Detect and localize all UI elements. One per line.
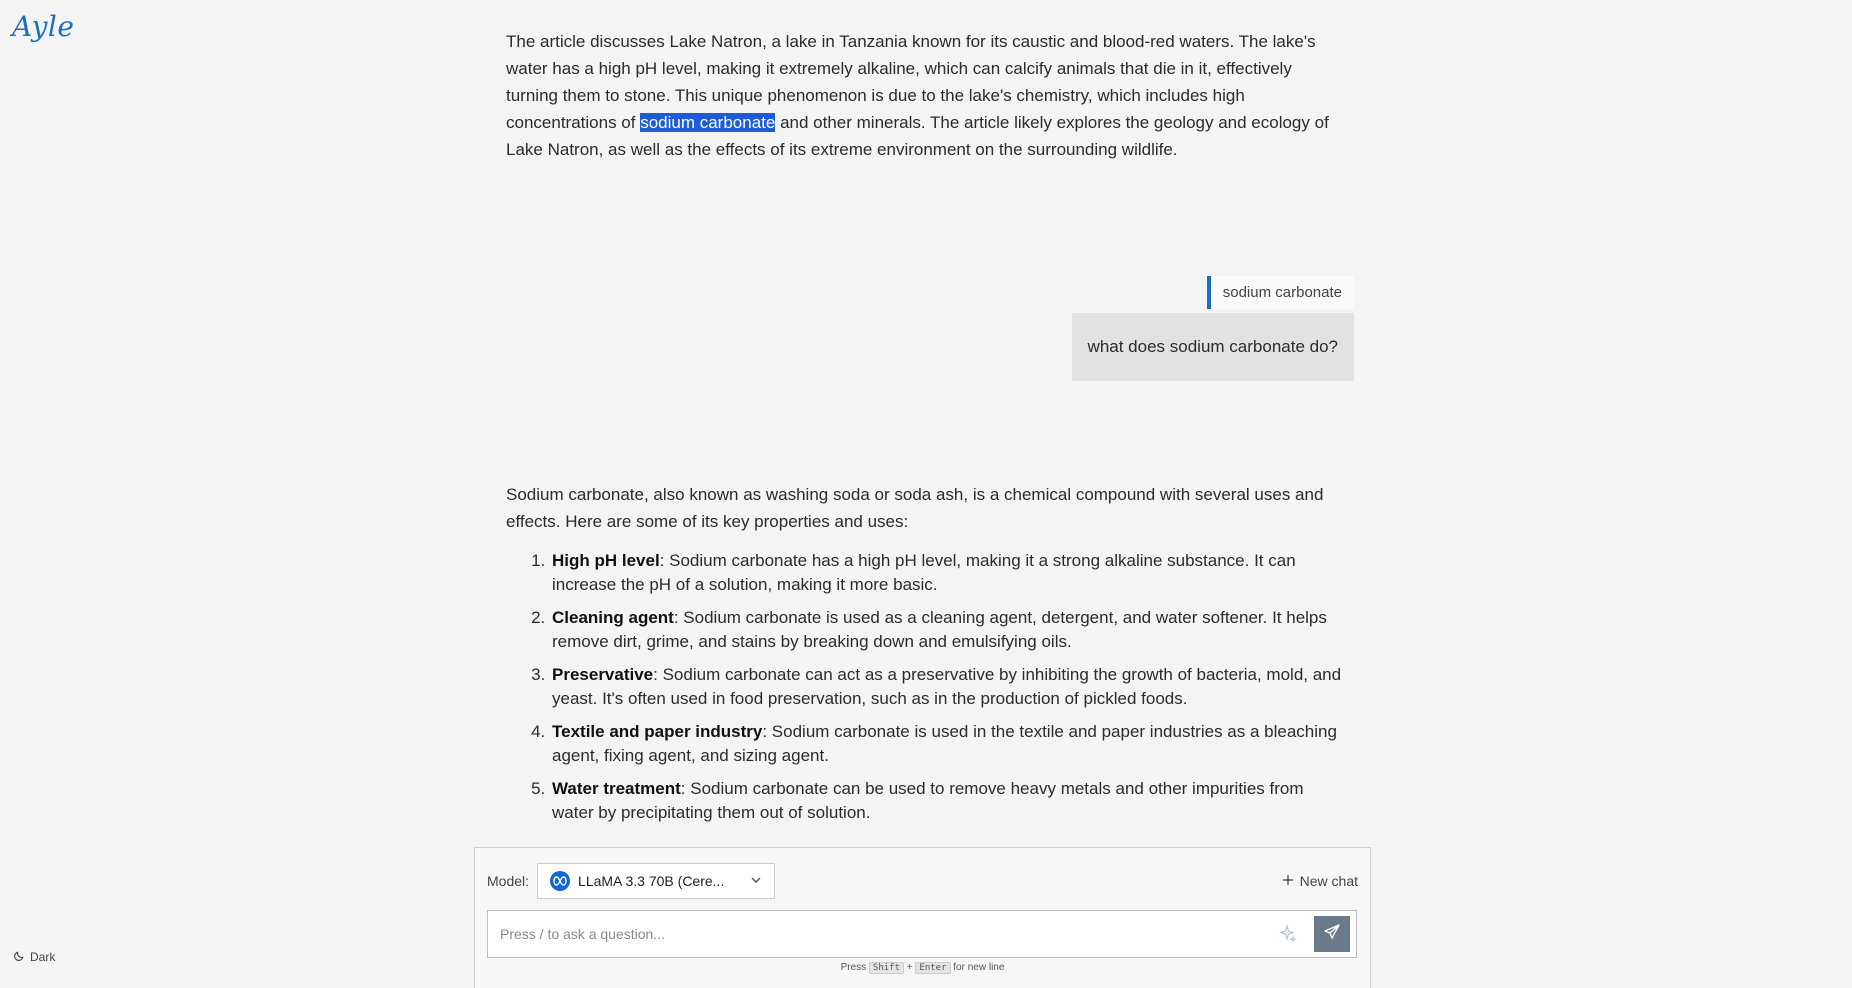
list-item-text: : Sodium carbonate is used in the textile and paper industries as a bleaching agent, fixing agent, and sizing agent.: [552, 722, 1337, 765]
model-select-dropdown[interactable]: [537, 863, 775, 899]
new-chat-button[interactable]: [1282, 873, 1358, 889]
quoted-selection: sodium carbonate: [1207, 276, 1354, 309]
context-paragraph: [506, 28, 1336, 163]
send-button[interactable]: [1314, 916, 1350, 952]
shift-key: Shift: [869, 962, 904, 974]
sparkle-icon[interactable]: [1276, 922, 1300, 946]
selected-text-highlight: sodium carbonate: [640, 113, 776, 132]
chat-composer: [474, 847, 1371, 988]
answer-list: [506, 549, 1346, 825]
list-item-title: Textile and paper industry: [552, 722, 763, 741]
list-item: [550, 663, 1346, 711]
moon-icon: [14, 950, 25, 964]
plus-icon: [1282, 873, 1294, 889]
list-item-title: Water treatment: [552, 779, 681, 798]
question-input[interactable]: [488, 925, 1276, 943]
hint-suffix-text: for new line: [953, 962, 1005, 973]
list-item-text: : Sodium carbonate is used as a cleaning agent, detergent, and water softener. It helps remove dirt, grime, and stains by breaking down and emulsifying oils.: [552, 608, 1327, 651]
send-icon: [1323, 923, 1341, 946]
meta-logo-icon: [550, 871, 570, 891]
user-message-block: [1072, 276, 1354, 381]
model-name: LLaMA 3.3 70B (Cere...: [578, 873, 725, 889]
list-item-title: High pH level: [552, 551, 660, 570]
theme-toggle-label: Dark: [30, 950, 56, 964]
list-item: [550, 720, 1346, 768]
hint-plus: +: [906, 962, 913, 973]
list-item-text: : Sodium carbonate can act as a preservative by inhibiting the growth of bacteria, mold, and yeast. It's often used in food preservation, such as in the production of pickled foods.: [552, 665, 1342, 708]
chevron-down-icon: [750, 873, 762, 889]
context-message: [506, 28, 1336, 163]
answer-intro: Sodium carbonate, also known as washing soda or soda ash, is a chemical compound with several uses and effects. Here are some of its key properties and uses:: [506, 485, 1324, 531]
composer-toolbar: [487, 862, 1358, 900]
hint-press-text: Press: [840, 962, 867, 973]
list-item-text: : Sodium carbonate has a high pH level, making it a strong alkaline substance. It can increase the pH of a solution, making it more basic.: [552, 551, 1296, 594]
list-item: [550, 606, 1346, 654]
list-item-text: : Sodium carbonate can be used to remove heavy metals and other impurities from water by precipitating them out of solution.: [552, 779, 1304, 822]
context-text-after: and other minerals. The article likely explores the geology and ecology of Lake Natron, as well as the effects of its extreme environment on the surrounding wildlife.: [506, 113, 1329, 159]
keyboard-hint: [475, 962, 1370, 974]
model-label: Model:: [487, 873, 530, 889]
context-text-before: The article discusses Lake Natron, a lake in Tanzania known for its caustic and blood-red waters. The lake's water has a high pH level, making it extremely alkaline, which can calcify animals that die in it, effectively turning them to stone. This unique phenomenon is due to the lake's chemistry, which includes high concentrations of: [506, 32, 1316, 132]
list-item: [550, 777, 1346, 825]
question-input-box: [487, 910, 1357, 958]
enter-key: Enter: [915, 962, 950, 974]
new-chat-label: New chat: [1299, 873, 1358, 889]
dark-mode-toggle[interactable]: [14, 950, 55, 964]
assistant-answer: [506, 481, 1346, 834]
list-item-title: Preservative: [552, 665, 654, 684]
list-item: [550, 549, 1346, 597]
user-message-bubble: what does sodium carbonate do?: [1072, 313, 1354, 381]
app-logo[interactable]: Ayle: [12, 10, 75, 43]
list-item-title: Cleaning agent: [552, 608, 674, 627]
